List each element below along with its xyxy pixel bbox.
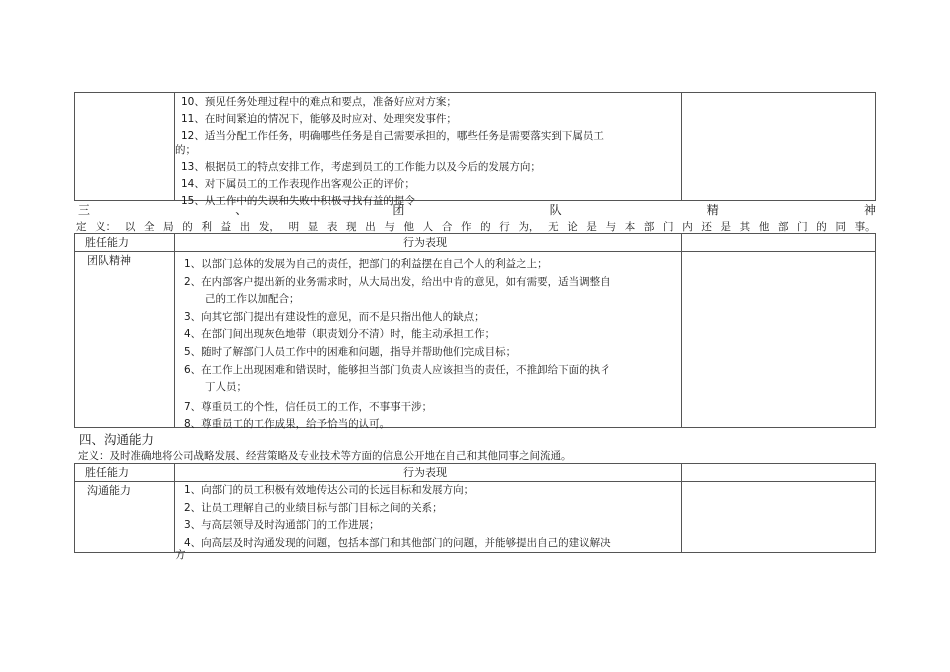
behavior-item: 4、向高层及时沟通发现的问题，包括本部门和其他部门的问题，并能够提出自己的建议解决	[184, 537, 611, 549]
behavior-item: 11、在时间紧迫的情况下，能够及时应对、处理突发事件；	[181, 113, 457, 125]
header-behavior: 行为表现	[403, 236, 447, 249]
definition-char: 与	[605, 221, 617, 233]
behavior-item: 2、在内部客户提出新的业务需求时，从大局出发，给出中肯的意见，如有需要，适当调整自	[184, 276, 611, 288]
definition-char: 论	[567, 221, 578, 233]
definition-char: 全	[143, 221, 155, 233]
section-definition-team-spirit	[76, 219, 876, 233]
behavior-item: 方	[175, 549, 186, 561]
communication-table	[74, 463, 876, 561]
definition-char: 人	[422, 221, 434, 233]
definition-char: 益	[220, 221, 232, 233]
column-divider	[174, 464, 175, 552]
heading-char: 队	[549, 203, 562, 217]
definition-char: 的	[816, 221, 827, 233]
definition-char: 出	[365, 221, 376, 233]
behavior-item: 8、尊重员工的工作成果，给予恰当的认可。	[184, 418, 391, 430]
definition-char: 定	[76, 221, 87, 233]
behavior-item: 3、向其它部门提出有建设性的意见，而不是只指出他人的缺点；	[184, 311, 485, 323]
behavior-item: 13、根据员工的特点安排工作，考虑到员工的工作能力以及今后的发展方向；	[181, 161, 541, 173]
header-behavior: 行为表现	[403, 466, 447, 479]
definition-char: 合	[441, 221, 453, 233]
section-heading-communication: 四、沟通能力	[79, 432, 155, 447]
competency-name: 团队精神	[87, 254, 131, 267]
section-heading-team-spirit	[78, 201, 876, 215]
management-ability-table	[74, 92, 876, 207]
definition-char: 还	[701, 221, 712, 233]
behavior-item: 5、随时了解部门人员工作中的困难和问题，指导并帮助他们完成目标；	[184, 346, 517, 358]
header-divider	[75, 481, 875, 482]
definition-char: 他	[758, 221, 770, 233]
definition-char: 出	[239, 221, 251, 233]
definition-char: 发，	[258, 221, 280, 233]
team-spirit-table	[74, 233, 876, 428]
behavior-item: 7、尊重员工的个性，信任员工的工作，不事事干涉；	[184, 401, 433, 413]
behavior-item: 己的工作以加配合；	[205, 293, 300, 305]
definition-char: 事。	[854, 221, 876, 233]
column-divider	[681, 93, 682, 200]
behavior-item: 丁人员；	[205, 381, 247, 393]
heading-char: 团	[392, 203, 405, 217]
definition-char: 现	[346, 221, 357, 233]
competency-name: 沟通能力	[87, 484, 131, 497]
definition-char: 是	[720, 221, 731, 233]
definition-char: 显	[307, 221, 319, 233]
definition-char: 无	[548, 221, 559, 233]
definition-char: 的	[480, 221, 491, 233]
column-divider	[681, 234, 682, 427]
behavior-item: 10、预见任务处理过程中的难点和要点，准备好应对方案；	[181, 96, 457, 108]
column-divider	[681, 464, 682, 552]
behavior-item: 2、让员工理解自己的业绩目标与部门目标之间的关系；	[184, 502, 443, 514]
behavior-item: 12、适当分配工作任务，明确哪些任务是自己需要承担的，哪些任务是需要落实到下属员工	[181, 130, 604, 142]
definition-char: 是	[586, 221, 597, 233]
definition-char: 门	[797, 221, 808, 233]
definition-char: 义：	[95, 221, 117, 233]
behavior-item: 1、以部门总体的发展为自己的责任，把部门的利益摆在自己个人的利益之上；	[184, 258, 548, 270]
header-divider	[75, 251, 875, 252]
heading-char: 三	[78, 203, 91, 217]
behavior-item: 15、从工作中的失误和失败中积极寻找有益的提令	[181, 195, 415, 207]
header-competency: 胜任能力	[85, 236, 129, 249]
definition-char: 的	[182, 221, 193, 233]
behavior-item: 4、在部门间出现灰色地带（职责划分不清）时，能主动承担工作；	[184, 328, 496, 340]
definition-char: 同	[835, 221, 846, 233]
behavior-item: 1、向部门的员工积极有效地传达公司的长远目标和发展方向；	[184, 484, 475, 496]
definition-char: 以	[124, 221, 136, 233]
definition-char: 本	[624, 221, 636, 233]
heading-char: 神	[863, 203, 876, 217]
definition-char: 部	[643, 221, 655, 233]
behavior-item: 14、对下属员工的工作表现作出客观公正的评价；	[181, 178, 415, 190]
definition-char: 局	[163, 221, 174, 233]
definition-char: 部	[777, 221, 789, 233]
definition-char: 利	[201, 221, 212, 233]
definition-char: 明	[288, 221, 300, 233]
definition-char: 作	[460, 221, 472, 233]
definition-char: 与	[384, 221, 395, 233]
definition-char: 行	[499, 221, 510, 233]
definition-char: 为，	[518, 221, 540, 233]
behavior-item: 6、在工作上出现困难和错误时，能够担当部门负责人应该担当的责任，不推卸给下面的执彳	[184, 364, 611, 376]
behavior-item: 的；	[175, 144, 196, 156]
heading-char: 、	[235, 203, 248, 217]
column-divider	[174, 234, 175, 427]
behavior-item: 3、与高层领导及时沟通部门的工作进展；	[184, 519, 380, 531]
definition-char: 表	[326, 221, 338, 233]
definition-char: 内	[682, 221, 693, 233]
heading-char: 精	[706, 203, 719, 217]
definition-char: 其	[739, 221, 751, 233]
header-competency: 胜任能力	[85, 466, 129, 479]
definition-char: 门	[663, 221, 674, 233]
section-definition-communication: 定义：及时准确地将公司战略发展、经营策略及专业技术等方面的信息公开地在自己和其他同事之间流通。	[78, 450, 572, 462]
definition-char: 他	[403, 221, 414, 233]
